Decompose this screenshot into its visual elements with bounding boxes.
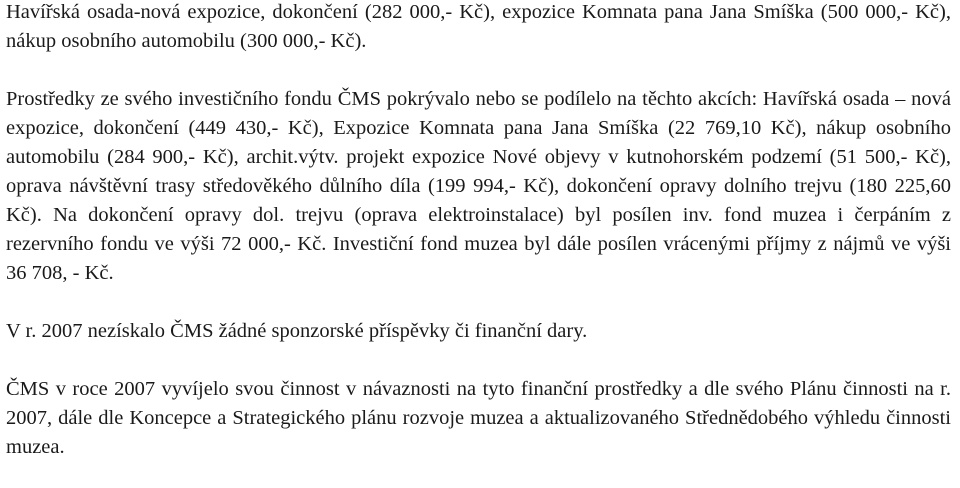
paragraph-gap xyxy=(6,288,951,317)
paragraph-expenses-summary: Havířská osada-nová expozice, dokončení (282 000,- Kč), expozice Komnata pana Jana Smíška (500 000,- Kč), nákup osobního automobilu (300 000,- Kč). xyxy=(6,1,951,52)
paragraph-gap xyxy=(6,346,951,375)
paragraph-investment-fund: Prostředky ze svého investičního fondu ČMS pokrývalo nebo se podílelo na těchto akcích: Havířská osada – nová expozice, dokončení (449 430,- Kč), Expozice Komnata pana Jana Smíška (22 769,10 Kč), nákup osobního automobilu (284 900,- Kč), archit.výtv. projekt expozice Nové objevy v kutnohorském podzemí (51 500,- Kč), oprava návštěvní trasy středověkého důlního díla (199 994,- Kč), dokončení opravy dolního trejvu (180 225,60 Kč). Na dokončení opravy dol. trejvu (oprava elektroinstalace) byl posílen inv. fond muzea i čerpáním z rezervního fondu ve výši 72 000,- Kč. Investiční fond muzea byl dále posílen vrácenými příjmy z nájmů ve výši 36 708, - Kč. xyxy=(6,88,951,284)
paragraph-activities: ČMS v roce 2007 vyvíjelo svou činnost v návaznosti na tyto finanční prostředky a dle svého Plánu činnosti na r. 2007, dále dle Koncepce a Strategického plánu rozvoje muzea a aktualizovaného Střednědobého výhledu činnosti muzea. xyxy=(6,378,951,458)
paragraph-gap xyxy=(6,56,951,85)
paragraph-sponsorship: V r. 2007 nezískalo ČMS žádné sponzorské příspěvky či finanční dary. xyxy=(6,320,588,342)
